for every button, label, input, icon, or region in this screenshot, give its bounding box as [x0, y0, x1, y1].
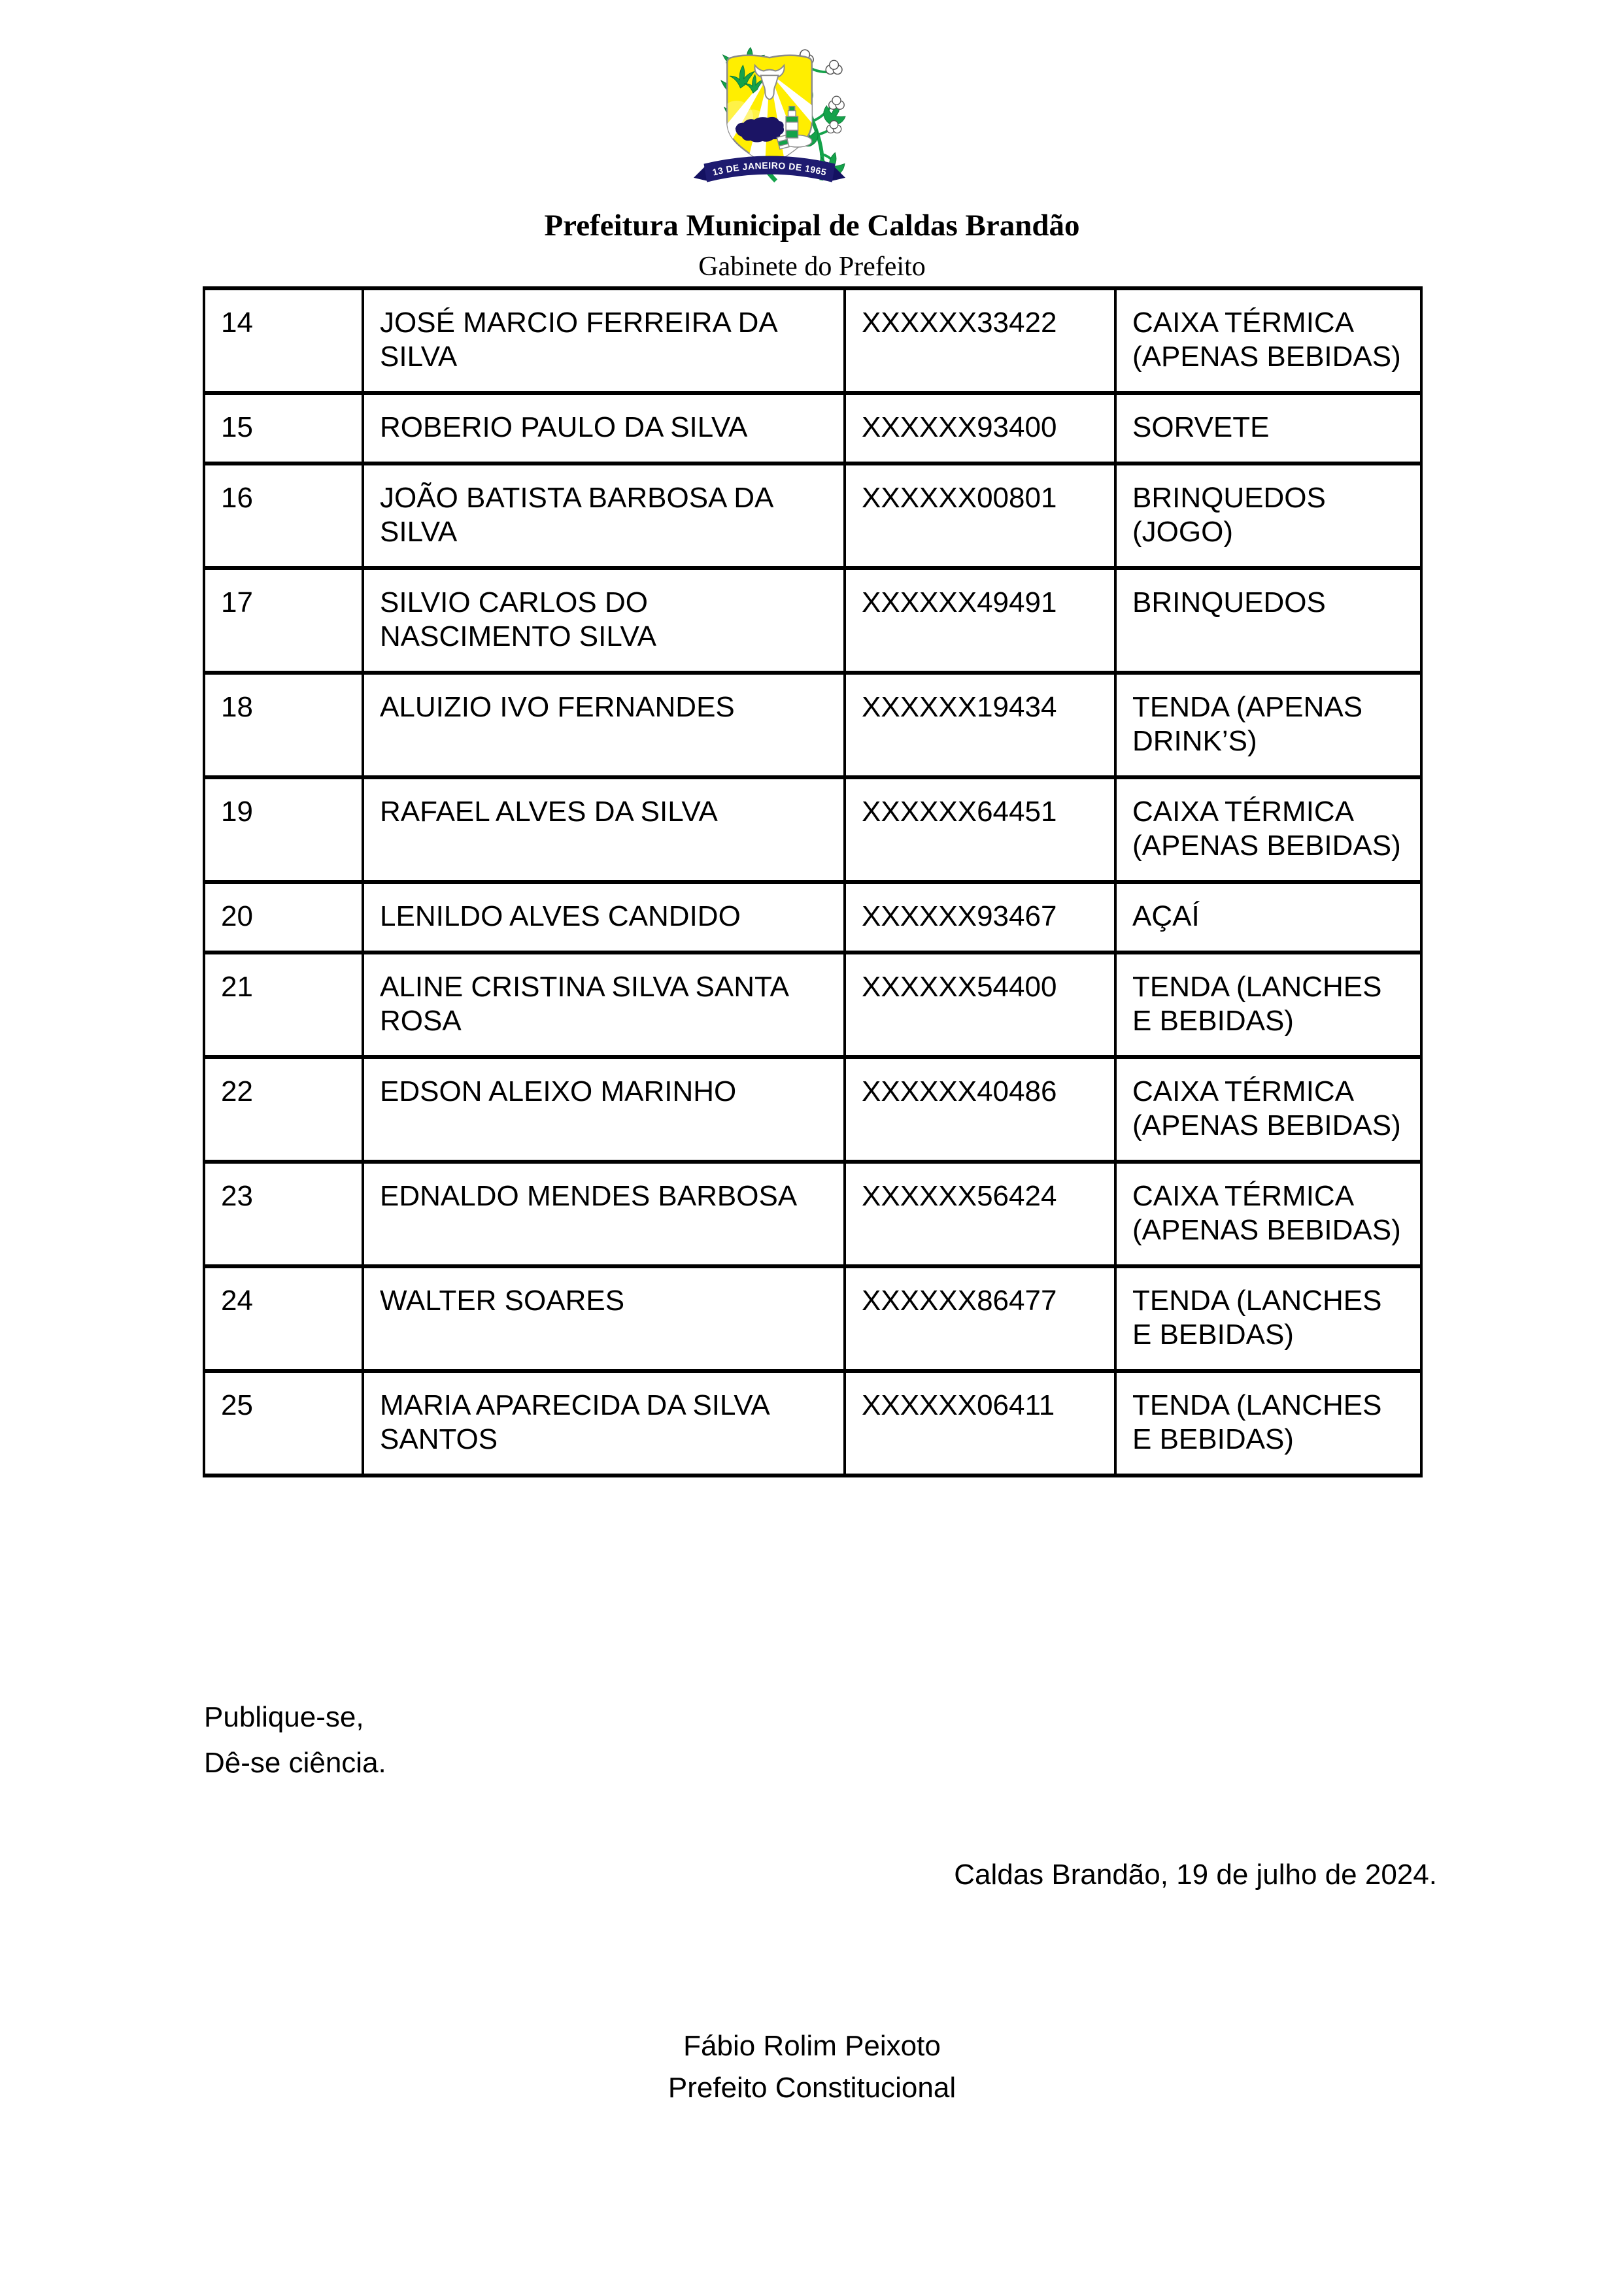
table-row: [204, 1057, 1421, 1162]
signature-block: [203, 2025, 1421, 2109]
document-number-cell: XXXXXX19434: [845, 673, 1115, 777]
vendor-table-body: [204, 288, 1421, 1476]
vendor-name-cell: EDNALDO MENDES BARBOSA: [363, 1162, 845, 1266]
stall-type-cell: SORVETE: [1115, 393, 1421, 464]
table-row: [204, 1266, 1421, 1371]
document-number-cell: XXXXXX40486: [845, 1057, 1115, 1162]
stall-type-cell: TENDA (APENAS DRINK’S): [1115, 673, 1421, 777]
closing-instructions: [204, 1695, 386, 1786]
row-number-cell: 17: [204, 568, 363, 673]
row-number-cell: 21: [204, 953, 363, 1057]
document-number-cell: XXXXXX54400: [845, 953, 1115, 1057]
vendor-name-cell: ROBERIO PAULO DA SILVA: [363, 393, 845, 464]
table-row: [204, 464, 1421, 568]
table-row: [204, 393, 1421, 464]
vendor-name-cell: JOSÉ MARCIO FERREIRA DA SILVA: [363, 288, 845, 393]
row-number-cell: 18: [204, 673, 363, 777]
vendor-name-cell: EDSON ALEIXO MARINHO: [363, 1057, 845, 1162]
document-number-cell: XXXXXX33422: [845, 288, 1115, 393]
table-row: [204, 777, 1421, 882]
vendor-name-cell: RAFAEL ALVES DA SILVA: [363, 777, 845, 882]
document-number-cell: XXXXXX64451: [845, 777, 1115, 882]
row-number-cell: 20: [204, 882, 363, 953]
stall-type-cell: CAIXA TÉRMICA (APENAS BEBIDAS): [1115, 777, 1421, 882]
vendor-name-cell: WALTER SOARES: [363, 1266, 845, 1371]
crest-banner-text: 13 DE JANEIRO DE 1965: [711, 160, 828, 178]
table-row: [204, 953, 1421, 1057]
vendor-permit-table: [203, 286, 1423, 1477]
stall-type-cell: CAIXA TÉRMICA (APENAS BEBIDAS): [1115, 1162, 1421, 1266]
vendor-name-cell: ALUIZIO IVO FERNANDES: [363, 673, 845, 777]
vendor-name-cell: SILVIO CARLOS DO NASCIMENTO SILVA: [363, 568, 845, 673]
stall-type-cell: TENDA (LANCHES E BEBIDAS): [1115, 1371, 1421, 1476]
vendor-name-cell: LENILDO ALVES CANDIDO: [363, 882, 845, 953]
stall-type-cell: BRINQUEDOS (JOGO): [1115, 464, 1421, 568]
document-number-cell: XXXXXX00801: [845, 464, 1115, 568]
row-number-cell: 16: [204, 464, 363, 568]
closing-line-acknowledge: Dê-se ciência.: [204, 1747, 386, 1779]
table-row: [204, 673, 1421, 777]
municipal-crest: [675, 46, 864, 192]
stall-type-cell: BRINQUEDOS: [1115, 568, 1421, 673]
document-number-cell: XXXXXX93467: [845, 882, 1115, 953]
table-row: [204, 1371, 1421, 1476]
vendor-name-cell: JOÃO BATISTA BARBOSA DA SILVA: [363, 464, 845, 568]
document-number-cell: XXXXXX93400: [845, 393, 1115, 464]
stall-type-cell: TENDA (LANCHES E BEBIDAS): [1115, 1266, 1421, 1371]
table-row: [204, 568, 1421, 673]
vendor-name-cell: ALINE CRISTINA SILVA SANTA ROSA: [363, 953, 845, 1057]
document-number-cell: XXXXXX06411: [845, 1371, 1115, 1476]
signature-title: Prefeito Constitucional: [668, 2072, 956, 2104]
table-row: [204, 882, 1421, 953]
document-number-cell: XXXXXX49491: [845, 568, 1115, 673]
row-number-cell: 23: [204, 1162, 363, 1266]
row-number-cell: 24: [204, 1266, 363, 1371]
org-title: Prefeitura Municipal de Caldas Brandão: [544, 209, 1080, 243]
row-number-cell: 14: [204, 288, 363, 393]
stall-type-cell: TENDA (LANCHES E BEBIDAS): [1115, 953, 1421, 1057]
closing-line-publish: Publique-se,: [204, 1701, 364, 1733]
signature-name: Fábio Rolim Peixoto: [683, 2030, 941, 2062]
table-row: [204, 1162, 1421, 1266]
dateline: Caldas Brandão, 19 de julho de 2024.: [954, 1859, 1437, 1891]
row-number-cell: 22: [204, 1057, 363, 1162]
stall-type-cell: CAIXA TÉRMICA (APENAS BEBIDAS): [1115, 288, 1421, 393]
document-number-cell: XXXXXX86477: [845, 1266, 1115, 1371]
document-number-cell: XXXXXX56424: [845, 1162, 1115, 1266]
row-number-cell: 19: [204, 777, 363, 882]
row-number-cell: 25: [204, 1371, 363, 1476]
stall-type-cell: AÇAÍ: [1115, 882, 1421, 953]
table-row: [204, 288, 1421, 393]
stall-type-cell: CAIXA TÉRMICA (APENAS BEBIDAS): [1115, 1057, 1421, 1162]
org-subtitle: Gabinete do Prefeito: [698, 252, 926, 282]
vendor-name-cell: MARIA APARECIDA DA SILVA SANTOS: [363, 1371, 845, 1476]
row-number-cell: 15: [204, 393, 363, 464]
